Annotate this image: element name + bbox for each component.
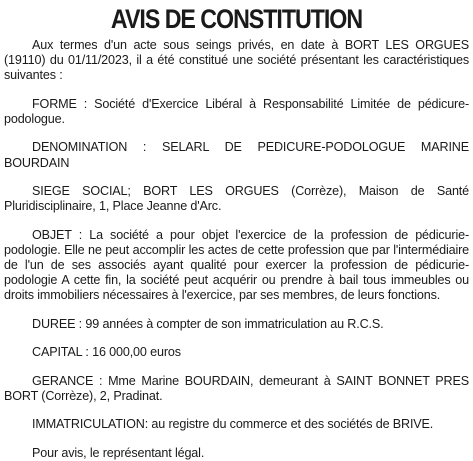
signature-text: Pour avis, le représentant légal. <box>32 445 205 460</box>
denomination-text: DENOMINATION : SELARL DE PEDICURE-PODOLOGUE MARINE BOURDAIN <box>4 140 469 170</box>
notice-paragraph-forme <box>4 97 469 127</box>
notice-paragraph-intro <box>4 38 469 84</box>
duree-text: DUREE : 99 années à compter de son immatriculation au R.C.S. <box>32 316 384 331</box>
notice-paragraph-signature <box>4 446 469 461</box>
notice-paragraph-siege-social <box>4 184 469 214</box>
gerance-text: GERANCE : Mme Marine BOURDAIN, demeurant à SAINT BONNET PRES BORT (Corrèze), 2, Pradinat. <box>4 373 469 403</box>
forme-text: FORME : Société d'Exercice Libéral à Responsabilité Limitée de pédicure-podologue. <box>4 96 469 126</box>
notice-paragraph-capital <box>4 345 469 360</box>
notice-title: AVIS DE CONSTITUTION <box>110 4 363 34</box>
notice-paragraph-duree <box>4 317 469 332</box>
capital-text: CAPITAL : 16 000,00 euros <box>32 345 181 360</box>
notice-paragraph-objet <box>4 228 469 304</box>
notice-paragraph-denomination <box>4 140 469 170</box>
notice-paragraph-gerance <box>4 374 469 404</box>
objet-text: OBJET : La société a pour objet l'exercice de la profession de pédicurie-podologie. Elle ne peut accomplir les actes de cette profession que par l'intermédiaire de l'un de ses associés ayant qualité pour exercer la profession de pédicurie-podologie A cette fin, la société peut acquérir ou prendre à bail tous immeubles ou droits immobiliers nécessaires à l'exercice, par ses membres, de leurs fonctions. <box>4 227 469 303</box>
siege-social-text: SIEGE SOCIAL; BORT LES ORGUES (Corrèze), Maison de Santé Pluridisciplinaire, 1, Place Jeanne d'Arc. <box>4 183 469 214</box>
immatriculation-text: IMMATRICULATION: au registre du commerce et des sociétés de BRIVE. <box>32 417 434 432</box>
intro-text: Aux termes d'un acte sous seings privés, en date à BORT LES ORGUES (19110) du 01/11/2023, il a été constitué une société présentant les caractéristiques suivantes : <box>4 38 469 83</box>
notice-paragraph-immatriculation <box>4 417 469 432</box>
